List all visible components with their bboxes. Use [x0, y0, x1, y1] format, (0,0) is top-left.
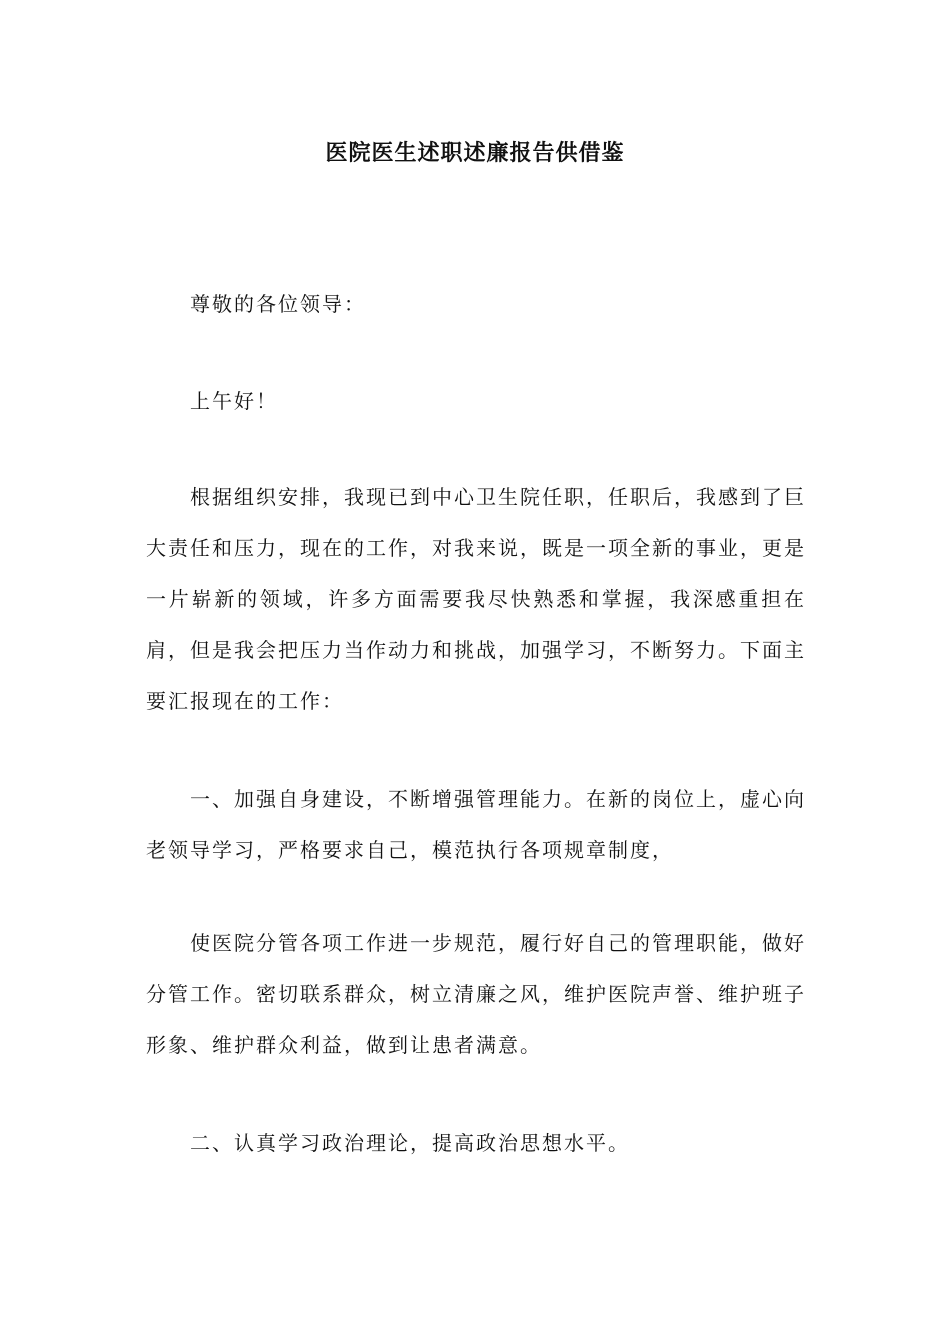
greeting-paragraph: 尊敬的各位领导：	[190, 292, 366, 316]
section-one-paragraph: 一、加强自身建设，不断增强管理能力。在新的岗位上，虚心向老领导学习，严格要求自己，模范执行各项规章制度，	[146, 787, 806, 862]
section-one-continuation-paragraph: 使医院分管各项工作进一步规范，履行好自己的管理职能，做好分管工作。密切联系群众，树立清廉之风，维护医院声誉、维护班子形象、维护群众利益，做到让患者满意。	[146, 931, 806, 1057]
section-two-paragraph: 二、认真学习政治理论，提高政治思想水平。	[190, 1131, 630, 1155]
hello-paragraph: 上午好！	[190, 389, 278, 413]
intro-paragraph: 根据组织安排，我现已到中心卫生院任职，任职后，我感到了巨大责任和压力，现在的工作，对我来说，既是一项全新的事业，更是一片崭新的领域，许多方面需要我尽快熟悉和掌握，我深感重担在肩，但是我会把压力当作动力和挑战，加强学习，不断努力。下面主要汇报现在的工作：	[146, 485, 806, 713]
document-title: 医院医生述职述廉报告供借鉴	[325, 140, 625, 166]
